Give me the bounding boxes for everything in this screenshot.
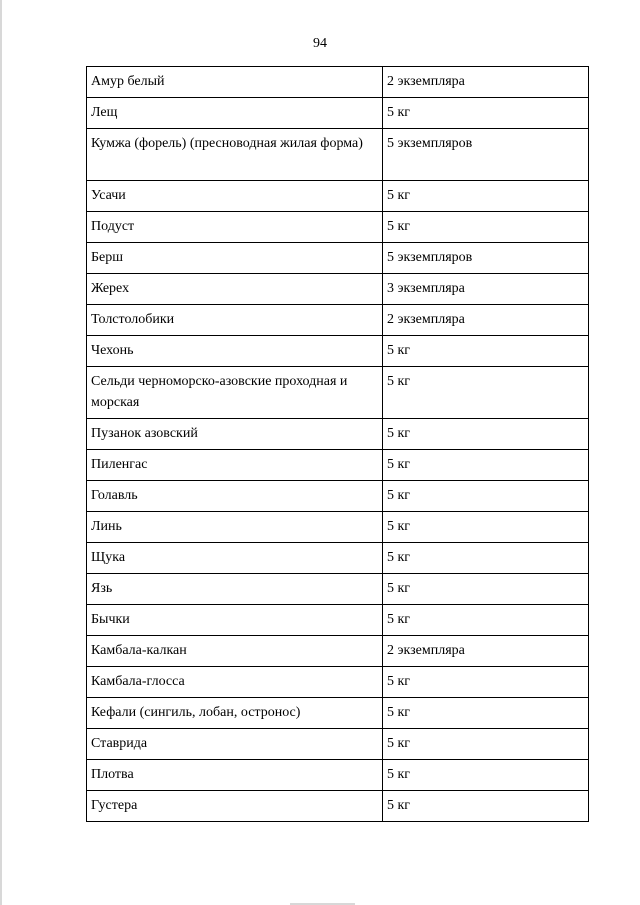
limit-cell: 5 кг	[383, 512, 589, 543]
limit-cell: 5 кг	[383, 729, 589, 760]
species-cell: Берш	[87, 243, 383, 274]
limit-cell: 2 экземпляра	[383, 305, 589, 336]
limit-cell: 2 экземпляра	[383, 67, 589, 98]
limit-cell: 5 кг	[383, 98, 589, 129]
table-row	[87, 243, 589, 274]
limit-cell: 5 кг	[383, 543, 589, 574]
catch-limit-table	[86, 66, 589, 822]
table-row	[87, 698, 589, 729]
species-cell: Кумжа (форель) (пресноводная жилая форма)	[87, 129, 383, 181]
species-cell: Толстолобики	[87, 305, 383, 336]
limit-cell: 5 кг	[383, 450, 589, 481]
limit-cell: 5 кг	[383, 212, 589, 243]
species-cell: Кефали (сингиль, лобан, остронос)	[87, 698, 383, 729]
table-row	[87, 67, 589, 98]
table-row	[87, 450, 589, 481]
species-cell: Жерех	[87, 274, 383, 305]
page-number: 94	[313, 36, 327, 51]
species-cell: Линь	[87, 512, 383, 543]
table-row	[87, 367, 589, 419]
species-cell: Голавль	[87, 481, 383, 512]
species-cell: Амур белый	[87, 67, 383, 98]
species-cell: Чехонь	[87, 336, 383, 367]
limit-cell: 5 кг	[383, 791, 589, 822]
species-cell: Плотва	[87, 760, 383, 791]
limit-cell: 5 кг	[383, 574, 589, 605]
limit-cell: 5 кг	[383, 605, 589, 636]
species-cell: Лещ	[87, 98, 383, 129]
species-cell: Щука	[87, 543, 383, 574]
table-row	[87, 636, 589, 667]
scan-edge-mark	[0, 0, 2, 905]
species-cell: Сельди черноморско-азовские проходная и морская	[87, 367, 383, 419]
table-row	[87, 543, 589, 574]
limit-cell: 5 кг	[383, 760, 589, 791]
species-cell: Усачи	[87, 181, 383, 212]
species-cell: Камбала-калкан	[87, 636, 383, 667]
limit-cell: 3 экземпляра	[383, 274, 589, 305]
species-cell: Ставрида	[87, 729, 383, 760]
table-row	[87, 98, 589, 129]
table-row	[87, 336, 589, 367]
species-cell: Пиленгас	[87, 450, 383, 481]
limit-cell: 5 кг	[383, 481, 589, 512]
table-row	[87, 481, 589, 512]
species-cell: Подуст	[87, 212, 383, 243]
table-row	[87, 574, 589, 605]
species-cell: Пузанок азовский	[87, 419, 383, 450]
table-row	[87, 512, 589, 543]
limit-cell: 2 экземпляра	[383, 636, 589, 667]
table-row	[87, 605, 589, 636]
limit-cell: 5 кг	[383, 667, 589, 698]
table-row	[87, 129, 589, 181]
species-cell: Бычки	[87, 605, 383, 636]
table-row	[87, 419, 589, 450]
species-cell: Густера	[87, 791, 383, 822]
table-row	[87, 729, 589, 760]
limit-cell: 5 кг	[383, 419, 589, 450]
limit-cell: 5 кг	[383, 336, 589, 367]
table-row	[87, 181, 589, 212]
table-row	[87, 305, 589, 336]
limit-cell: 5 кг	[383, 698, 589, 729]
species-cell: Камбала-глосса	[87, 667, 383, 698]
table-row	[87, 274, 589, 305]
limit-cell: 5 экземпляров	[383, 129, 589, 181]
table-row	[87, 667, 589, 698]
limit-cell: 5 кг	[383, 367, 589, 419]
table-row	[87, 760, 589, 791]
table-row	[87, 791, 589, 822]
species-cell: Язь	[87, 574, 383, 605]
limit-cell: 5 кг	[383, 181, 589, 212]
table-row	[87, 212, 589, 243]
limit-cell: 5 экземпляров	[383, 243, 589, 274]
